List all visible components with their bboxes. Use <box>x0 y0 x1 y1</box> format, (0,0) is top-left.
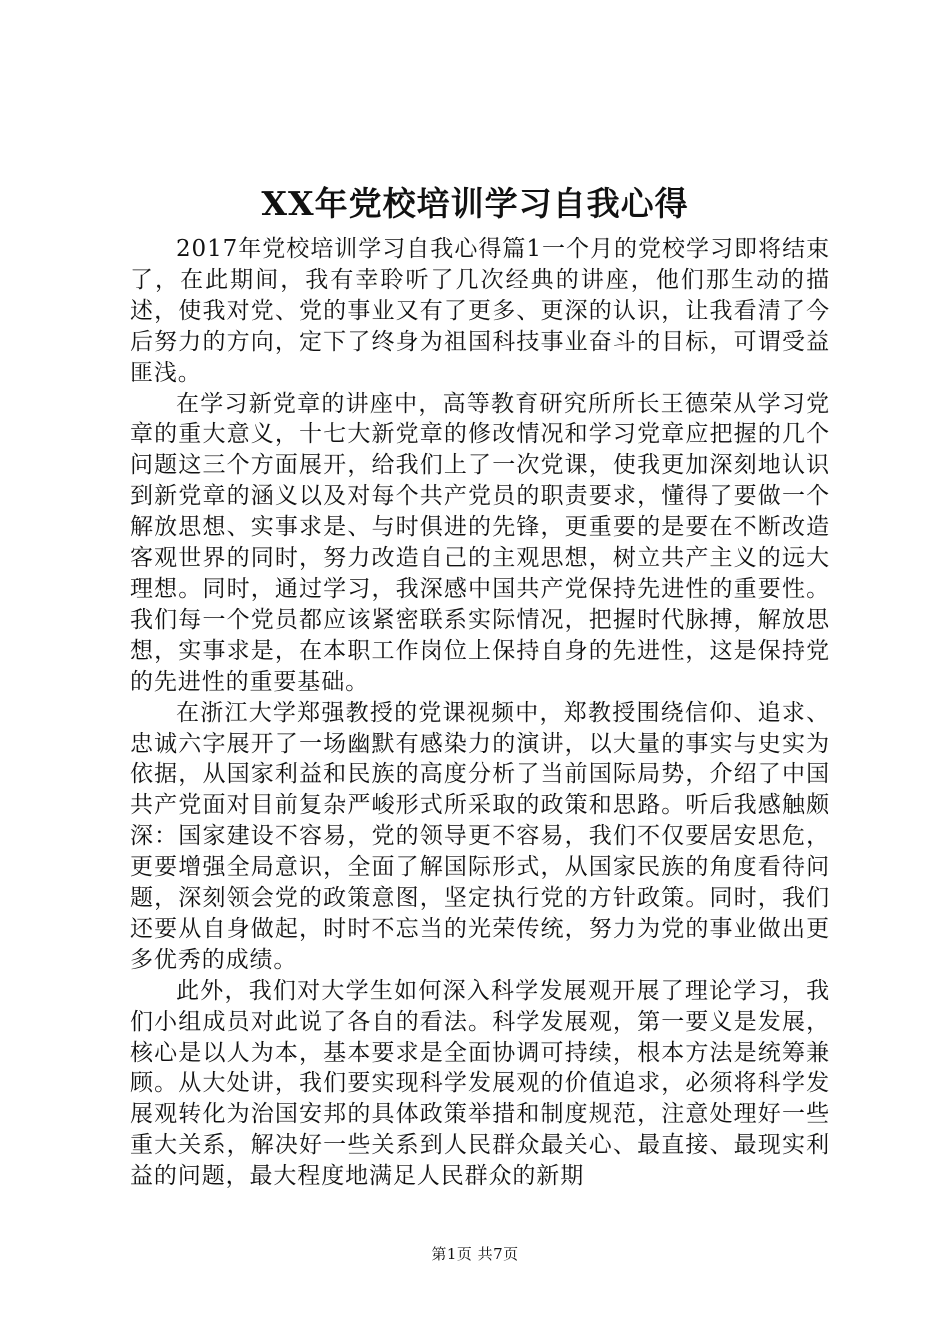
paragraph-4: 此外，我们对大学生如何深入科学发展观开展了理论学习，我们小组成员对此说了各自的看法。科学发展观，第一要义是发展，核心是以人为本，基本要求是全面协调可持续，根本方法是统筹兼顾。从大处讲，我们要实现科学发展观的价值追求，必须将科学发展观转化为治国安邦的具体政策举措和制度规范，注意处理好一些重大关系，解决好一些关系到人民群众最关心、最直接、最现实利益的问题，最大程度地满足人民群众的新期 <box>130 977 830 1190</box>
paragraph-2: 在学习新党章的讲座中，高等教育研究所所长王德荣从学习党章的重大意义，十七大新党章的修改情况和学习党章应把握的几个问题这三个方面展开，给我们上了一次党课，使我更加深刻地认识到新党章的涵义以及对每个共产党员的职责要求，懂得了要做一个解放思想、实事求是、与时俱进的先锋，更重要的是要在不断改造客观世界的同时，努力改造自己的主观思想，树立共产主义的远大理想。同时，通过学习，我深感中国共产党保持先进性的重要性。我们每一个党员都应该紧密联系实际情况，把握时代脉搏，解放思想，实事求是，在本职工作岗位上保持自身的先进性，这是保持党的先进性的重要基础。 <box>130 390 830 695</box>
paragraph-3: 在浙江大学郑强教授的党课视频中，郑教授围绕信仰、追求、忠诚六字展开了一场幽默有感染力的演讲，以大量的事实与史实为依据，从国家利益和民族的高度分析了当前国际局势，介绍了中国共产党面对目前复杂严峻形式所采取的政策和思路。听后我感触颇深：国家建设不容易，党的领导更不容易，我们不仅要居安思危，更要增强全局意识，全面了解国际形式，从国家民族的角度看待问题，深刻领会党的政策意图，坚定执行党的方针政策。同时，我们还要从自身做起，时时不忘当的光荣传统，努力为党的事业做出更多优秀的成绩。 <box>130 699 830 973</box>
document-body <box>130 234 830 1192</box>
document-title: XX年党校培训学习自我心得 <box>261 184 689 223</box>
page-number-footer: 第1页 共7页 <box>431 1245 519 1263</box>
paragraph-1: 2017年党校培训学习自我心得篇1一个月的党校学习即将结束了，在此期间，我有幸聆听了几次经典的讲座，他们那生动的描述，使我对党、党的事业又有了更多、更深的认识，让我看清了今后努力的方向，定下了终身为祖国科技事业奋斗的目标，可谓受益匪浅。 <box>130 236 830 386</box>
